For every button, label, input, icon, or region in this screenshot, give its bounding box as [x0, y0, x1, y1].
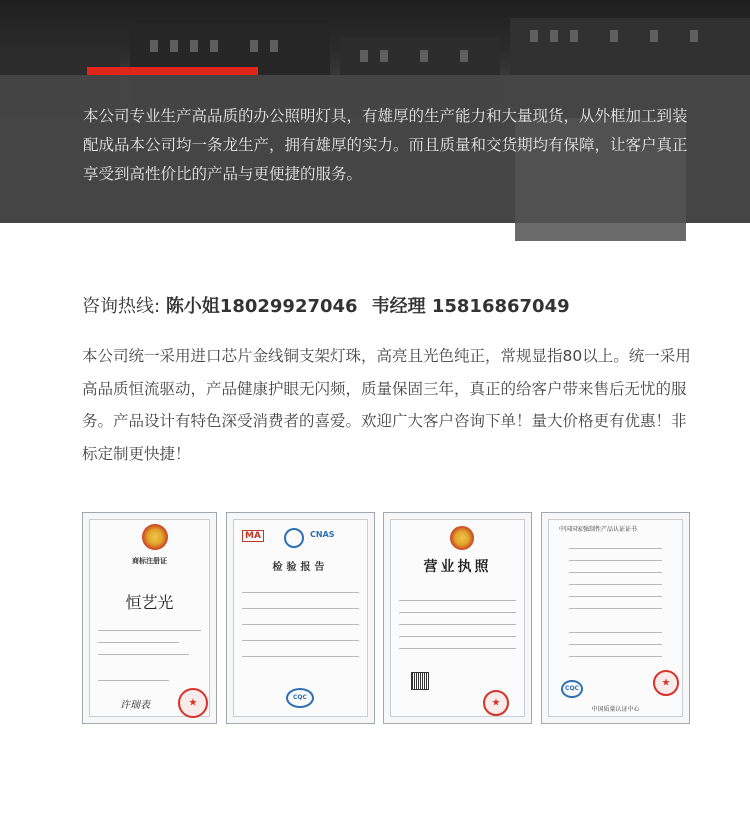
hotline [82, 292, 570, 318]
hotline-contact-chen[interactable]: 陈小姐18029927046 [165, 296, 358, 317]
cert-business-license[interactable] [383, 512, 532, 724]
certificate-gallery [82, 512, 694, 724]
cnas-logo: CNAS [310, 530, 335, 539]
cma-logo: MA [242, 530, 264, 542]
red-seal-icon [178, 688, 208, 718]
cert-title: 检验报告 [272, 562, 329, 573]
cert-title: 营业执照 [423, 559, 492, 575]
national-emblem-icon [450, 526, 474, 550]
national-emblem-icon [142, 524, 168, 550]
cert-trademark[interactable] [82, 512, 217, 724]
hotline-contact-wei[interactable]: 韦经理 15816867049 [371, 296, 570, 317]
hero-banner [0, 0, 750, 223]
cert-title: 中国国家强制性产品认证证书 [559, 526, 638, 533]
company-intro: 本公司专业生产高品质的办公照明灯具，有雄厚的生产能力和大量现货，从外框加工到装配成品本公司均一条龙生产，拥有雄厚的实力。而且质量和交货期均有保障，让客户真正享受到高性价比的产品与更便捷的服务。 [83, 107, 688, 183]
qr-code-icon [411, 672, 429, 690]
cqc-logo: CQC [286, 688, 314, 708]
hero-decor-tab [515, 223, 686, 241]
red-seal-icon [653, 670, 679, 696]
cert-inspection-report[interactable] [226, 512, 375, 724]
red-seal-icon [483, 690, 509, 716]
cert-title: 商标注册证 [132, 557, 167, 565]
product-description: 本公司统一采用进口芯片金线铜支架灯珠，高亮且光色纯正，常规显指80以上。统一采用高品质恒流驱动，产品健康护眼无闪频，质量保固三年，真正的给客户带来售后无忧的服务。产品设计有特色深受消费者的喜爱。欢迎广大客户咨询下单！量大价格更有优惠！非标定制更快捷！ [82, 347, 691, 463]
cert-footer: 中国质量认证中心 [591, 706, 640, 713]
cert-ccc[interactable] [541, 512, 690, 724]
accent-bar [87, 67, 258, 75]
trademark-mark: 恒艺光 [125, 593, 174, 612]
ilac-logo-icon [284, 528, 304, 548]
hotline-label: 咨询热线: [82, 296, 161, 317]
cqc-logo: CQC [561, 680, 583, 698]
signature: 许瑞表 [120, 700, 150, 711]
